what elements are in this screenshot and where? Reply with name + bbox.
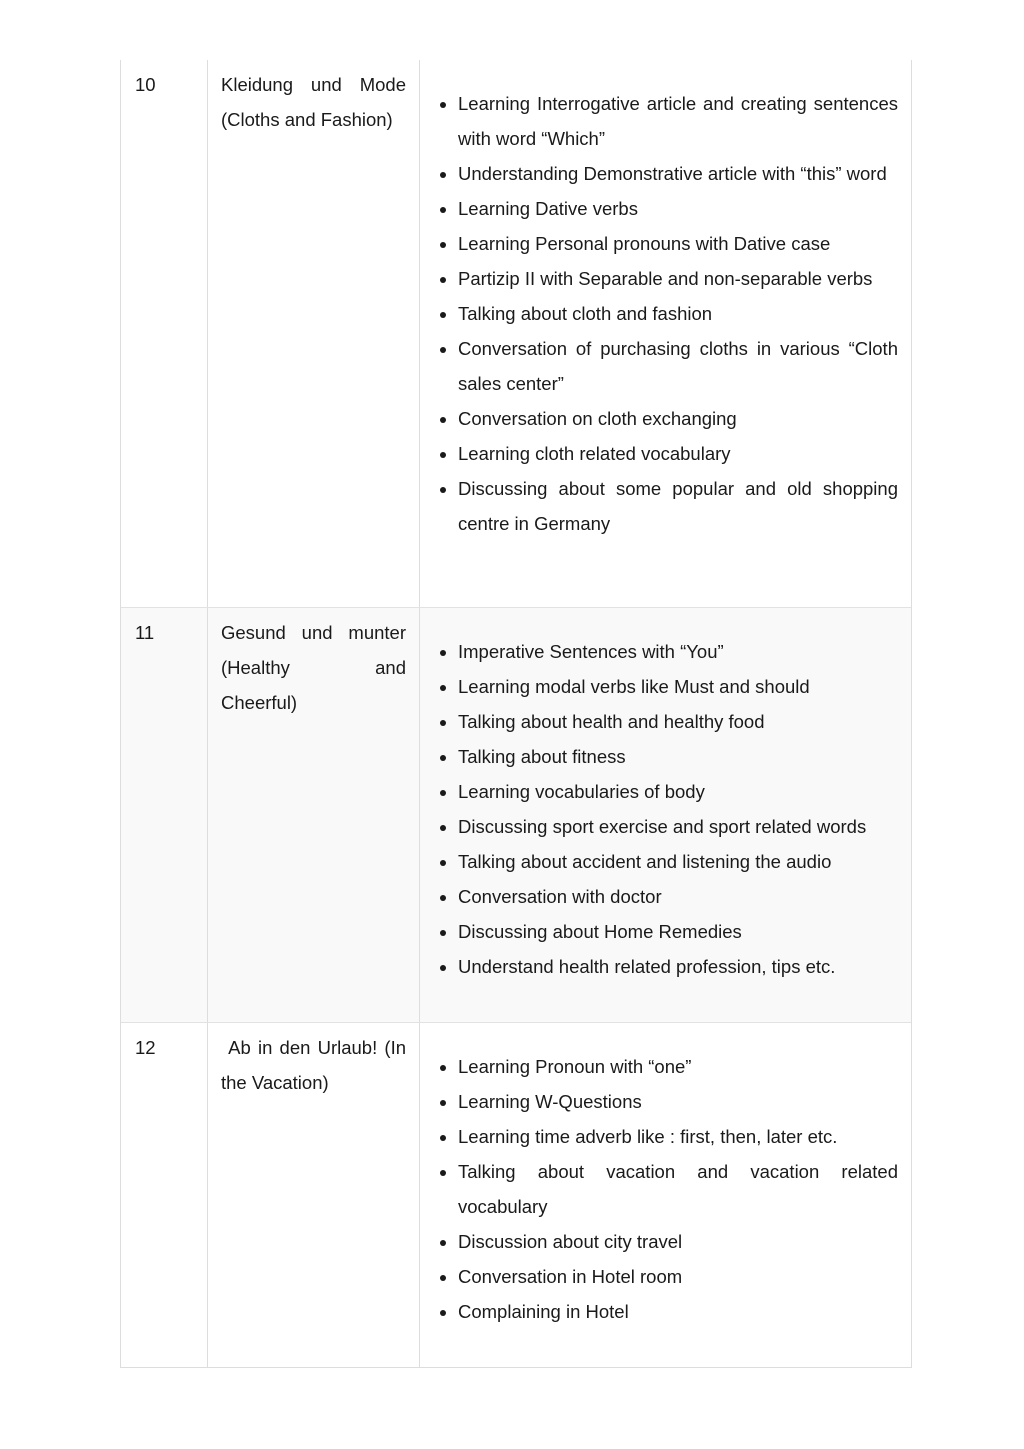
table-row (121, 60, 911, 608)
list-item: • Discussing about some popular and old shopping centre in Germany (458, 471, 898, 541)
module-topics (420, 1023, 911, 1367)
module-number: 12 (121, 1023, 208, 1367)
list-item: • Learning Personal pronouns with Dative case (458, 226, 898, 261)
table-row (121, 608, 911, 1023)
module-title: Kleidung und Mode (Cloths and Fashion) (208, 60, 420, 607)
list-item: • Discussing sport exercise and sport related words (458, 809, 898, 844)
list-item: • Understand health related profession, tips etc. (458, 949, 898, 984)
module-title: Gesund und munter (Healthy and Cheerful) (208, 608, 420, 1022)
table-row (121, 1023, 911, 1367)
list-item: • Talking about health and healthy food (458, 704, 898, 739)
list-item: • Complaining in Hotel (458, 1294, 898, 1329)
module-topics (420, 608, 911, 1022)
list-item: • Learning Dative verbs (458, 191, 898, 226)
module-number: 10 (121, 60, 208, 607)
topic-list (420, 1049, 898, 1329)
list-item: • Conversation with doctor (458, 879, 898, 914)
module-number: 11 (121, 608, 208, 1022)
list-item: • Learning Interrogative article and creating sentences with word “Which” (458, 86, 898, 156)
list-item: • Learning W-Questions (458, 1084, 898, 1119)
list-item: • Discussing about Home Remedies (458, 914, 898, 949)
list-item: • Partizip II with Separable and non-separable verbs (458, 261, 898, 296)
list-item: • Learning modal verbs like Must and should (458, 669, 898, 704)
list-item: • Learning vocabularies of body (458, 774, 898, 809)
list-item: • Conversation in Hotel room (458, 1259, 898, 1294)
topic-list (420, 86, 898, 541)
syllabus-table (120, 60, 912, 1368)
list-item: • Conversation of purchasing cloths in various “Cloth sales center” (458, 331, 898, 401)
list-item: • Talking about accident and listening the audio (458, 844, 898, 879)
list-item: • Talking about cloth and fashion (458, 296, 898, 331)
topic-list (420, 634, 898, 984)
list-item: • Discussion about city travel (458, 1224, 898, 1259)
list-item: • Learning Pronoun with “one” (458, 1049, 898, 1084)
list-item: • Learning cloth related vocabulary (458, 436, 898, 471)
list-item: • Understanding Demonstrative article with “this” word (458, 156, 898, 191)
module-title: Ab in den Urlaub! (In the Vacation) (208, 1023, 420, 1367)
list-item: • Talking about fitness (458, 739, 898, 774)
list-item: • Talking about vacation and vacation related vocabulary (458, 1154, 898, 1224)
list-item: • Conversation on cloth exchanging (458, 401, 898, 436)
list-item: • Learning time adverb like : first, then, later etc. (458, 1119, 898, 1154)
list-item: • Imperative Sentences with “You” (458, 634, 898, 669)
module-topics (420, 60, 911, 607)
